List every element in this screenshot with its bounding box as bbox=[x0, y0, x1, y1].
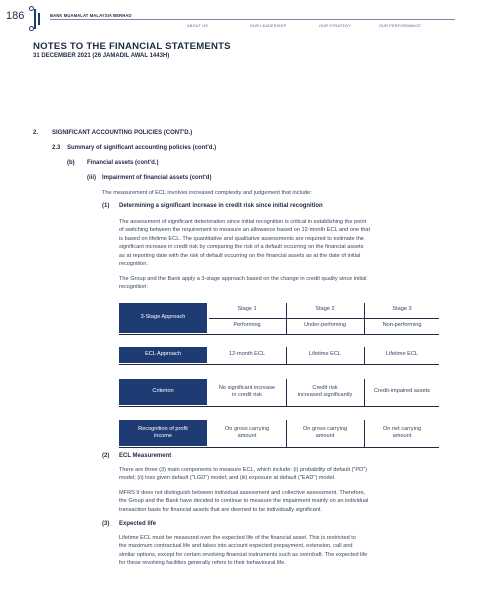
item1-paragraph-1: The assessment of significant deterioration since initial recognition is critical in establishing the point of switching between the requirement to measure an allowance based on 12-month ECL and one that is based on lifetime ECL. The quantitative and qualitative assessments are required to estimate the significant increase in credit risk by comparing the risk of a default occurring on the financial assets as at reporting date with the risk of default occurring on the financial assets as at the date of initial recognition. bbox=[119, 219, 371, 268]
company-name: BANK MUAMALAT MALAYSIA BERHAD bbox=[50, 13, 132, 18]
bank-logo-icon bbox=[30, 7, 44, 31]
stage-3-ecl: Lifetime ECL bbox=[385, 351, 419, 358]
item2-title: ECL Measurement bbox=[119, 453, 172, 459]
stage-1-label: Stage 1 bbox=[237, 306, 257, 313]
item3-paragraph-1: Lifetime ECL must be measured over the expected life of the financial asset. This is restricted to the maximum contractual life and takes into account expected prepayment, extension, call and similar options, except for certain revolving financial instruments such as overdraft. The expected life for these revolving facilities generally refers to their behavioural life. bbox=[119, 535, 368, 567]
item2-paragraph-2: MFRS 9 does not distinguish between individual assessment and collective assessment. Therefore, the Group and the Bank have decided to continue to measure the impairment mainly on an individual transaction basis for financial assets that are deemed to be individually significant. bbox=[119, 490, 369, 513]
nav-about-us[interactable]: ABOUT US bbox=[187, 24, 208, 28]
stage-1-ecl: 12-month ECL bbox=[228, 351, 266, 358]
table-column-rule bbox=[364, 303, 365, 334]
stage-2-label: Stage 2 bbox=[315, 306, 335, 313]
stage-1-performance: Performing bbox=[233, 322, 261, 329]
table-column-rule bbox=[286, 379, 287, 406]
item1-paragraph-2: The Group and the Bank apply a 3-stage approach based on the change in credit quality since initial recognition: bbox=[119, 276, 367, 291]
stage-1-recognition: On gross carrying amount bbox=[224, 425, 270, 439]
page-number: 186 bbox=[6, 10, 25, 22]
page-subtitle: 31 DECEMBER 2021 (26 JAMADIL AWAL 1443H) bbox=[33, 53, 170, 59]
table-column-rule bbox=[286, 420, 287, 447]
item2-number: (2) bbox=[102, 453, 110, 459]
nav-our-leadership[interactable]: OUR LEADERSHIP bbox=[250, 24, 287, 28]
item1-number: (1) bbox=[102, 203, 110, 209]
subsection-b-number: (b) bbox=[67, 160, 75, 166]
subsection-b-title: Financial assets (cont'd.) bbox=[87, 160, 159, 166]
table-column-rule bbox=[364, 347, 365, 364]
subsection-iii-number: (iii) bbox=[87, 175, 96, 181]
item2-paragraph-1: There are three (3) main components to measure ECL, which include: (i) probability of default ("PD") model; (ii) loss given default ("LGD") model; and (iii) exposure at default ("EAD") model. bbox=[119, 467, 368, 482]
subsection-iii-title: Impairment of financial assets (cont'd) bbox=[102, 175, 212, 181]
table-column-rule bbox=[286, 303, 287, 334]
row-head-3-stage-approach: 3-Stage Approach bbox=[119, 303, 207, 333]
item3-title: Expected life bbox=[119, 521, 157, 527]
stage-2-ecl: Lifetime ECL bbox=[308, 351, 342, 358]
header-divider bbox=[50, 19, 455, 20]
stage-2-recognition: On gross carrying amount bbox=[302, 425, 348, 439]
table-column-rule bbox=[364, 379, 365, 406]
table-bottom-rule bbox=[119, 447, 439, 448]
section-number: 2. bbox=[33, 130, 39, 136]
row-head-ecl-approach: ECL Approach bbox=[119, 347, 207, 363]
stage-2-performance: Under-perfoming bbox=[304, 322, 346, 329]
table-bottom-rule bbox=[119, 364, 439, 365]
page-title: NOTES TO THE FINANCIAL STATEMENTS bbox=[33, 41, 231, 52]
subsection-title: Summary of significant accounting policies (cont'd.) bbox=[67, 145, 217, 151]
intro-text: The measurement of ECL involves increased complexity and judgement that include: bbox=[102, 190, 312, 196]
row-head-criterion: Criterion bbox=[119, 379, 207, 405]
subsection-number: 2.3 bbox=[52, 145, 61, 151]
nav-our-performance[interactable]: OUR PERFORMANCE bbox=[379, 24, 422, 28]
item1-title: Determining a significant increase in credit risk since initial recognition bbox=[119, 203, 323, 209]
table-column-rule bbox=[364, 420, 365, 447]
table-bottom-rule bbox=[119, 406, 439, 407]
stage-3-criterion: Credit-impaired assets bbox=[374, 388, 430, 395]
table-column-rule bbox=[286, 347, 287, 364]
section-title: SIGNIFICANT ACCOUNTING POLICIES (CONT'D.) bbox=[52, 130, 193, 136]
nav-our-strategy[interactable]: OUR STRATEGY bbox=[319, 24, 352, 28]
page-header bbox=[0, 0, 480, 40]
row-head-recognition-of-profit-income: Recognition of profit income bbox=[119, 420, 207, 446]
item3-number: (3) bbox=[102, 521, 110, 527]
stage-3-performance: Non-performing bbox=[382, 322, 422, 329]
stage-2-criterion: Credit risk increased significantly bbox=[297, 384, 353, 398]
stage-3-label: Stage 3 bbox=[392, 306, 412, 313]
stage-1-criterion: No significant increase in credit risk bbox=[218, 384, 276, 398]
table-bottom-rule bbox=[119, 334, 439, 335]
stage-3-recognition: On net carrying amount bbox=[382, 425, 422, 439]
